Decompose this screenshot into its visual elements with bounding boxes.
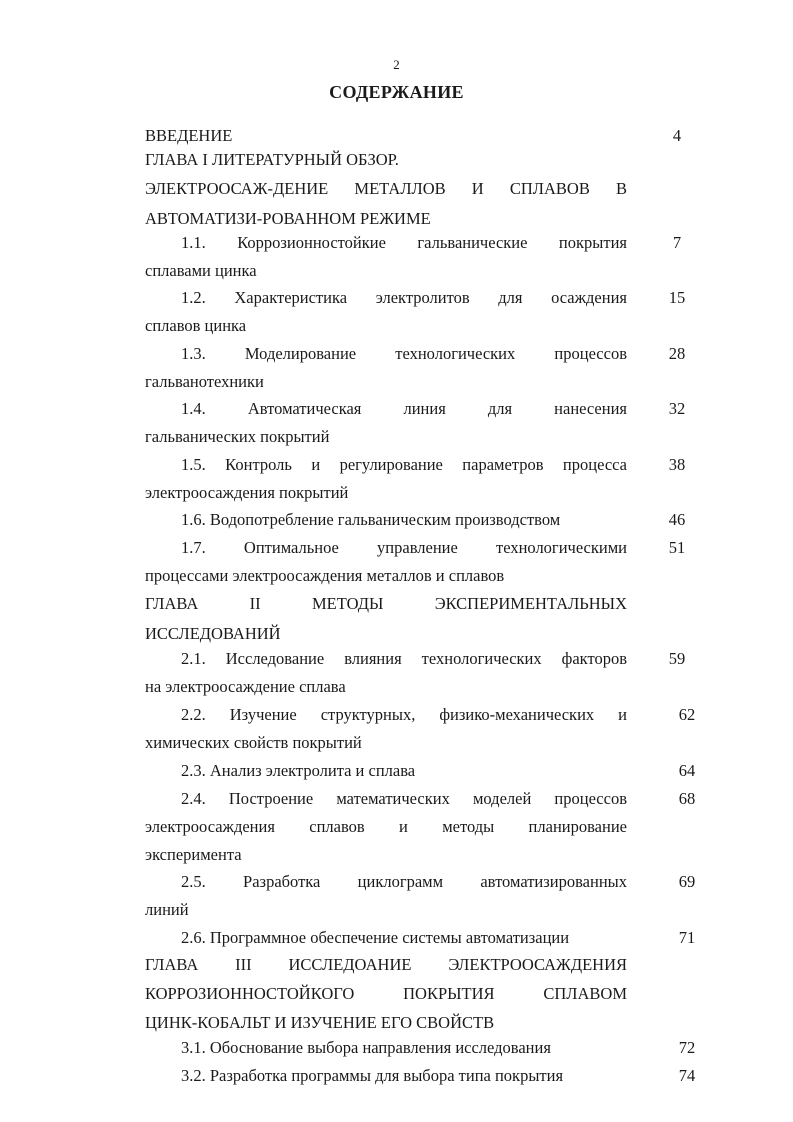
toc-line: эксперимента bbox=[145, 845, 242, 864]
toc-line: 1.4. Автоматическая линия для нанесения bbox=[181, 399, 627, 418]
toc-entry-text bbox=[145, 701, 627, 757]
toc-page-number: 69 bbox=[678, 872, 696, 891]
toc-line: ВВЕДЕНИЕ bbox=[145, 126, 233, 145]
toc-entry-text bbox=[145, 146, 627, 234]
toc-line: 3.2. Разработка программы для выбора типа покрытия bbox=[181, 1066, 564, 1085]
toc-entry-text bbox=[145, 950, 627, 1037]
toc-line: 1.5. Контроль и регулирование параметров процесса bbox=[181, 455, 627, 474]
toc-line: 2.5. Разработка циклограмм автоматизированных bbox=[181, 872, 627, 891]
toc-page-number: 59 bbox=[668, 649, 686, 668]
toc-entry-text bbox=[145, 284, 627, 340]
toc-page-number: 7 bbox=[672, 233, 682, 252]
toc-line: 2.2. Изучение структурных, физико-механических и bbox=[181, 705, 627, 724]
toc-line: 1.7. Оптимальное управление технологическими bbox=[181, 538, 627, 557]
toc-line: ИССЛЕДОВАНИЙ bbox=[145, 624, 281, 643]
toc-line: ЦИНК-КОБАЛЬТ И ИЗУЧЕНИЕ ЕГО СВОЙСТВ bbox=[145, 1013, 495, 1032]
toc-page-number: 32 bbox=[668, 399, 686, 418]
toc-entry-text bbox=[145, 924, 627, 952]
toc-entry-text bbox=[145, 229, 627, 285]
toc-page-number: 51 bbox=[668, 538, 686, 557]
toc-page-number: 46 bbox=[668, 510, 686, 529]
toc-page-number: 71 bbox=[678, 928, 696, 947]
toc-line: 1.3. Моделирование технологических процессов bbox=[181, 344, 627, 363]
toc-line: на электроосаждение сплава bbox=[145, 677, 346, 696]
page-number: 2 bbox=[393, 57, 400, 72]
toc-entry-text bbox=[145, 395, 627, 451]
toc-line: 2.4. Построение математических моделей процессов bbox=[181, 789, 627, 808]
toc-entry-text bbox=[145, 868, 627, 924]
toc-page-number: 15 bbox=[668, 288, 686, 307]
toc-entry-text bbox=[145, 589, 627, 649]
toc-line: линий bbox=[145, 900, 189, 919]
toc-entry-text bbox=[145, 534, 627, 590]
toc-page-number: 38 bbox=[668, 455, 686, 474]
toc-line: ГЛАВА I ЛИТЕРАТУРНЫЙ ОБЗОР. bbox=[145, 150, 399, 169]
toc-entry-text bbox=[145, 451, 627, 507]
toc-line: сплавов цинка bbox=[145, 316, 247, 335]
toc-page-number: 74 bbox=[678, 1066, 696, 1085]
toc-line: химических свойств покрытий bbox=[145, 733, 362, 752]
toc-page-number: 68 bbox=[678, 789, 696, 808]
toc-entry-text bbox=[145, 785, 627, 869]
toc-entry-text bbox=[145, 340, 627, 396]
toc-page-number: 28 bbox=[668, 344, 686, 363]
toc-line: 1.1. Коррозионностойкие гальванические покрытия bbox=[181, 233, 627, 252]
toc-line: ГЛАВА III ИССЛЕДОАНИЕ ЭЛЕКТРООСАЖДЕНИЯ bbox=[145, 955, 627, 974]
toc-entry-text bbox=[145, 757, 627, 785]
toc-line: ГЛАВА II МЕТОДЫ ЭКСПЕРИМЕНТАЛЬНЫХ bbox=[145, 594, 627, 613]
toc-line: сплавами цинка bbox=[145, 261, 257, 280]
toc-line: 3.1. Обоснование выбора направления исследования bbox=[181, 1038, 551, 1057]
toc-line: гальванических покрытий bbox=[145, 427, 330, 446]
toc-entry-text bbox=[145, 506, 627, 534]
toc-line: КОРРОЗИОННОСТОЙКОГО ПОКРЫТИЯ СПЛАВОМ bbox=[145, 984, 627, 1003]
toc-line: 2.3. Анализ электролита и сплава bbox=[181, 761, 416, 780]
toc-line: АВТОМАТИЗИ-РОВАННОМ РЕЖИМЕ bbox=[145, 209, 431, 228]
toc-page-number: 72 bbox=[678, 1038, 696, 1057]
toc-entry-text bbox=[145, 645, 627, 701]
toc-line: гальванотехники bbox=[145, 372, 264, 391]
toc-line: ЭЛЕКТРООСАЖ-ДЕНИЕ МЕТАЛЛОВ И СПЛАВОВ В bbox=[145, 179, 627, 198]
toc-line: процессами электроосаждения металлов и сплавов bbox=[145, 566, 505, 585]
toc-page-number: 4 bbox=[672, 126, 682, 145]
toc-entry-text bbox=[145, 1062, 627, 1090]
toc-line: 1.2. Характеристика электролитов для осаждения bbox=[181, 288, 627, 307]
toc-line: 2.1. Исследование влияния технологических факторов bbox=[181, 649, 627, 668]
toc-line: электроосаждения покрытий bbox=[145, 483, 349, 502]
toc-entry-text bbox=[145, 1034, 627, 1062]
toc-line: электроосаждения сплавов и методы планирование bbox=[145, 817, 627, 836]
toc-line: 2.6. Программное обеспечение системы автоматизации bbox=[181, 928, 570, 947]
toc-page-number: 62 bbox=[678, 705, 696, 724]
toc-line: 1.6. Водопотребление гальваническим производством bbox=[181, 510, 561, 529]
page-title: СОДЕРЖАНИЕ bbox=[329, 82, 464, 102]
toc-page-number: 64 bbox=[678, 761, 696, 780]
